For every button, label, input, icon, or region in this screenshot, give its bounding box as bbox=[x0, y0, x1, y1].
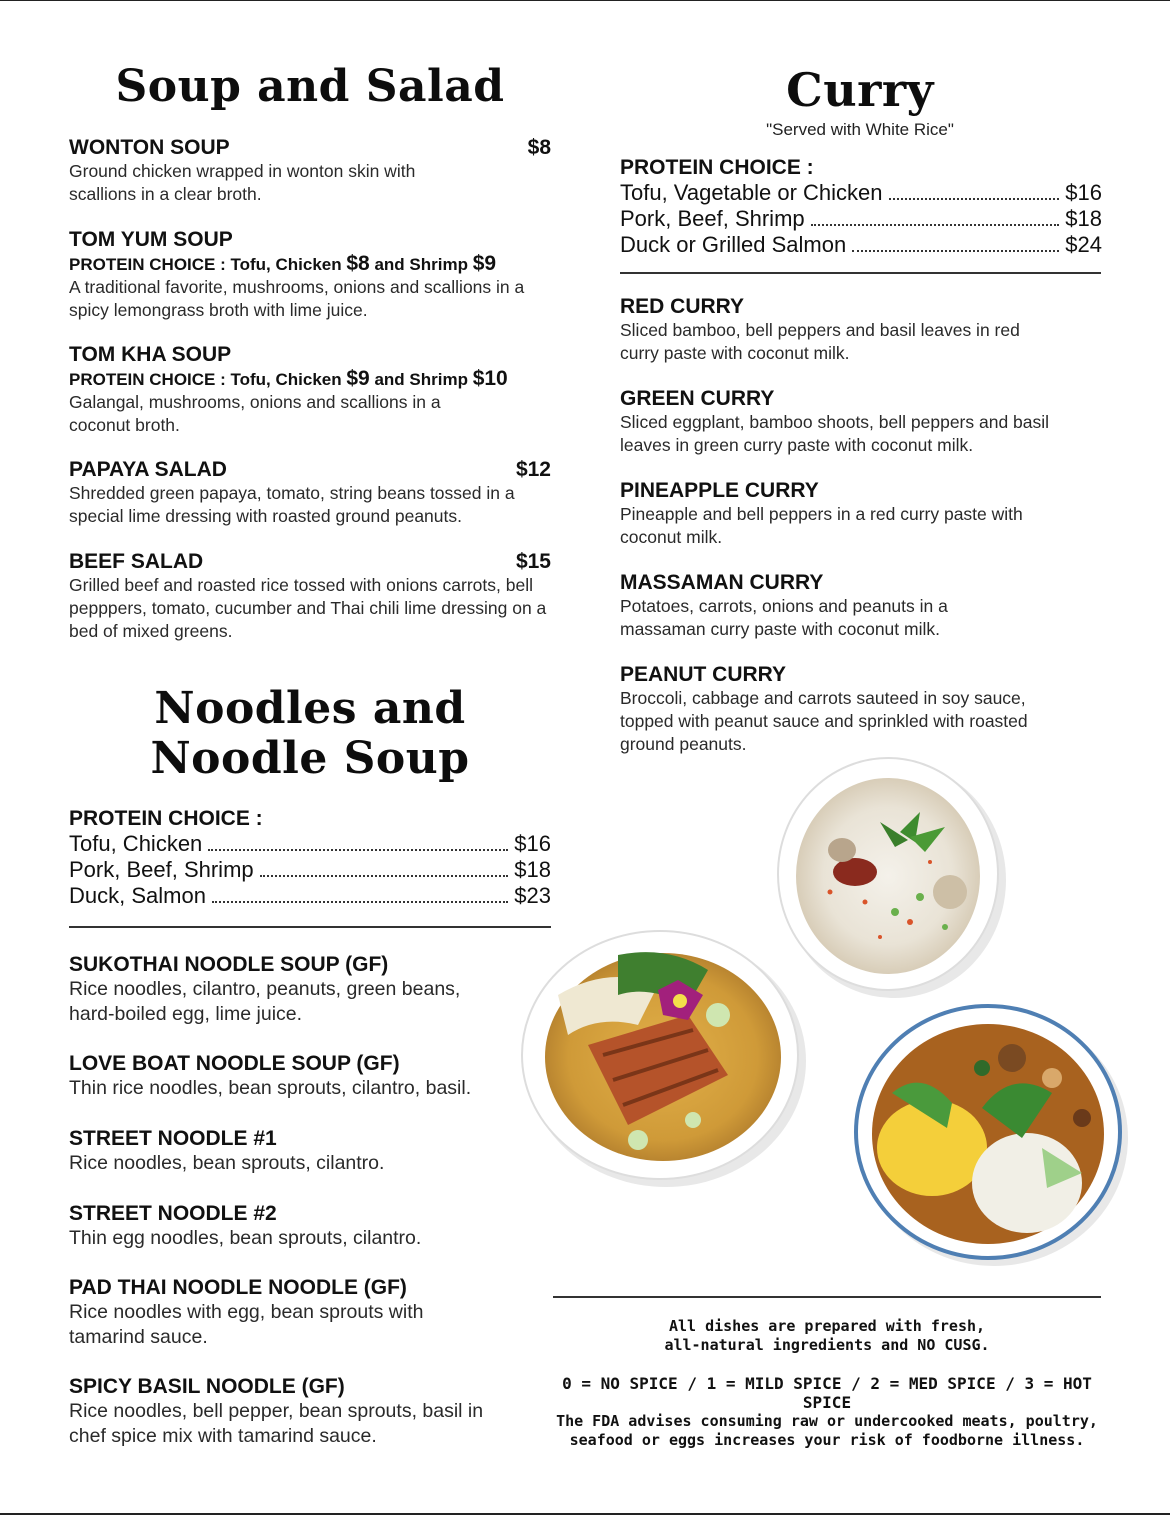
dot-leader bbox=[889, 198, 1060, 200]
menu-item bbox=[69, 1201, 551, 1251]
protein-text: PROTEIN CHOICE : Tofu, Chicken bbox=[69, 370, 347, 389]
item-name: PEANUT CURRY bbox=[620, 663, 787, 686]
protein-option-price: $18 bbox=[1065, 206, 1102, 231]
protein-price: $8 bbox=[346, 252, 370, 275]
protein-option-label: Duck, Salmon bbox=[69, 883, 206, 908]
item-name: STREET NOODLE #1 bbox=[69, 1127, 277, 1150]
noodles-heading-line2: Noodle Soup bbox=[150, 733, 470, 784]
menu-item bbox=[620, 479, 1102, 549]
item-name: PAPAYA SALAD bbox=[69, 458, 227, 481]
noodle-dish-photo bbox=[518, 925, 808, 1190]
item-description: Sliced bamboo, bell peppers and basil leaves in red curry paste with coconut milk. bbox=[620, 320, 1020, 363]
item-description: Rice noodles with egg, bean sprouts with tamarind sauce. bbox=[69, 1301, 424, 1348]
item-description: Sliced eggplant, bamboo shoots, bell peppers and basil leaves in green curry paste with coconut milk. bbox=[620, 412, 1050, 455]
item-description: Thin rice noodles, bean sprouts, cilantro, basil. bbox=[69, 1077, 472, 1099]
item-description: Potatoes, carrots, onions and peanuts in a massaman curry paste with coconut milk. bbox=[620, 596, 948, 639]
item-name: MASSAMAN CURRY bbox=[620, 571, 824, 594]
menu-item bbox=[69, 343, 551, 437]
item-price: $15 bbox=[515, 550, 551, 573]
top-border bbox=[0, 0, 1170, 1]
menu-item bbox=[69, 1275, 551, 1350]
item-name: RED CURRY bbox=[620, 295, 745, 318]
menu-item bbox=[69, 1051, 551, 1101]
item-description: Galangal, mushrooms, onions and scallions in a coconut broth. bbox=[69, 392, 441, 435]
curry-subtitle: "Served with White Rice" bbox=[766, 120, 954, 139]
protein-option bbox=[69, 831, 551, 857]
menu-item bbox=[620, 571, 1102, 641]
item-description: Grilled beef and roasted rice tossed with onions carrots, bell pepppers, tomato, cucumber and Thai chili lime dressing on a bed of mixed greens. bbox=[69, 575, 547, 641]
protein-choice-label: PROTEIN CHOICE : bbox=[69, 807, 263, 830]
item-description: Shredded green papaya, tomato, string beans tossed in a special lime dressing with roasted ground peanuts. bbox=[69, 483, 515, 526]
dot-leader bbox=[260, 875, 509, 877]
item-name: WONTON SOUP bbox=[69, 136, 230, 159]
ingredients-note-line: all-natural ingredients and NO CUSG. bbox=[664, 1336, 990, 1354]
protein-choice-line bbox=[69, 252, 551, 276]
noodles-protein-choice bbox=[69, 806, 551, 909]
menu-item bbox=[620, 295, 1102, 365]
item-description: A traditional favorite, mushrooms, onions and scallions in a spicy lemongrass broth with lime juice. bbox=[69, 277, 525, 320]
curry-heading: Curry bbox=[786, 63, 934, 117]
item-name: SPICY BASIL NOODLE (GF) bbox=[69, 1375, 345, 1398]
menu-item bbox=[69, 136, 551, 206]
protein-option-label: Tofu, Chicken bbox=[69, 831, 203, 856]
item-name: PAD THAI NOODLE NOODLE (GF) bbox=[69, 1276, 407, 1299]
item-description: Broccoli, cabbage and carrots sauteed in soy sauce, topped with peanut sauce and sprinkled with roasted ground peanuts. bbox=[620, 688, 1028, 754]
dot-leader bbox=[208, 849, 508, 851]
item-name: TOM YUM SOUP bbox=[69, 228, 233, 251]
menu-item bbox=[69, 228, 551, 322]
soup-salad-heading: Soup and Salad bbox=[115, 61, 505, 112]
protein-option-label: Pork, Beef, Shrimp bbox=[620, 206, 805, 231]
protein-price: $10 bbox=[472, 367, 508, 390]
noodles-heading-line1: Noodles and bbox=[154, 683, 466, 734]
item-description: Thin egg noodles, bean sprouts, cilantro. bbox=[69, 1227, 422, 1249]
fda-advisory-line: The FDA advises consuming raw or undercooked meats, poultry, bbox=[556, 1412, 1098, 1430]
protein-option-label: Duck or Grilled Salmon bbox=[620, 232, 847, 257]
menu-item bbox=[69, 1374, 551, 1449]
item-description: Rice noodles, cilantro, peanuts, green beans, hard-boiled egg, lime juice. bbox=[69, 978, 461, 1025]
menu-item bbox=[620, 387, 1102, 457]
menu-item bbox=[69, 550, 551, 643]
protein-option bbox=[69, 883, 551, 909]
item-price: $8 bbox=[527, 136, 551, 159]
item-description: Pineapple and bell peppers in a red curry paste with coconut milk. bbox=[620, 504, 1023, 547]
menu-item bbox=[620, 663, 1102, 756]
protein-option-price: $23 bbox=[514, 883, 551, 908]
protein-option-price: $16 bbox=[514, 831, 551, 856]
item-name: STREET NOODLE #2 bbox=[69, 1202, 277, 1225]
dot-leader bbox=[811, 224, 1060, 226]
item-description: Rice noodles, bell pepper, bean sprouts, basil in chef spice mix with tamarind sauce. bbox=[69, 1400, 484, 1447]
protein-text: PROTEIN CHOICE : Tofu, Chicken bbox=[69, 255, 347, 274]
item-description: Rice noodles, bean sprouts, cilantro. bbox=[69, 1152, 385, 1174]
item-name: TOM KHA SOUP bbox=[69, 343, 232, 366]
curry-rice-plate-photo bbox=[852, 998, 1132, 1268]
item-name: GREEN CURRY bbox=[620, 387, 775, 410]
item-name: LOVE BOAT NOODLE SOUP (GF) bbox=[69, 1052, 400, 1075]
protein-choice-line bbox=[69, 367, 551, 391]
ingredients-note-line: All dishes are prepared with fresh, bbox=[668, 1317, 986, 1335]
fda-advisory bbox=[553, 1412, 1101, 1450]
curry-protein-choice bbox=[620, 155, 1102, 258]
protein-option bbox=[620, 232, 1102, 258]
protein-text: and Shrimp bbox=[369, 370, 473, 389]
protein-choice-label: PROTEIN CHOICE : bbox=[620, 156, 814, 179]
protein-option-label: Pork, Beef, Shrimp bbox=[69, 857, 254, 882]
section-divider bbox=[69, 926, 551, 928]
spice-legend: 0 = NO SPICE / 1 = MILD SPICE / 2 = MED SPICE / 3 = HOT SPICE bbox=[562, 1374, 1092, 1412]
protein-option bbox=[620, 206, 1102, 232]
item-name: BEEF SALAD bbox=[69, 550, 204, 573]
protein-option-price: $18 bbox=[514, 857, 551, 882]
protein-option-label: Tofu, Vagetable or Chicken bbox=[620, 180, 883, 205]
protein-price: $9 bbox=[346, 367, 370, 390]
item-description: Ground chicken wrapped in wonton skin with scallions in a clear broth. bbox=[69, 161, 416, 204]
protein-option bbox=[69, 857, 551, 883]
fda-advisory-line: seafood or eggs increases your risk of foodborne illness. bbox=[569, 1431, 1085, 1449]
noodles-heading bbox=[70, 684, 550, 784]
item-name: SUKOTHAI NOODLE SOUP (GF) bbox=[69, 953, 389, 976]
section-divider bbox=[620, 272, 1101, 274]
menu-item bbox=[69, 1126, 551, 1176]
protein-text: and Shrimp bbox=[369, 255, 473, 274]
item-name: PINEAPPLE CURRY bbox=[620, 479, 819, 502]
dot-leader bbox=[212, 901, 508, 903]
menu-item bbox=[69, 458, 551, 528]
menu-item bbox=[69, 952, 551, 1027]
protein-option bbox=[620, 180, 1102, 206]
ingredients-note bbox=[553, 1317, 1101, 1355]
protein-option-price: $24 bbox=[1065, 232, 1102, 257]
footer-divider bbox=[553, 1296, 1101, 1298]
item-price: $12 bbox=[515, 458, 551, 481]
dot-leader bbox=[852, 250, 1059, 252]
protein-option-price: $16 bbox=[1065, 180, 1102, 205]
protein-price: $9 bbox=[472, 252, 497, 275]
